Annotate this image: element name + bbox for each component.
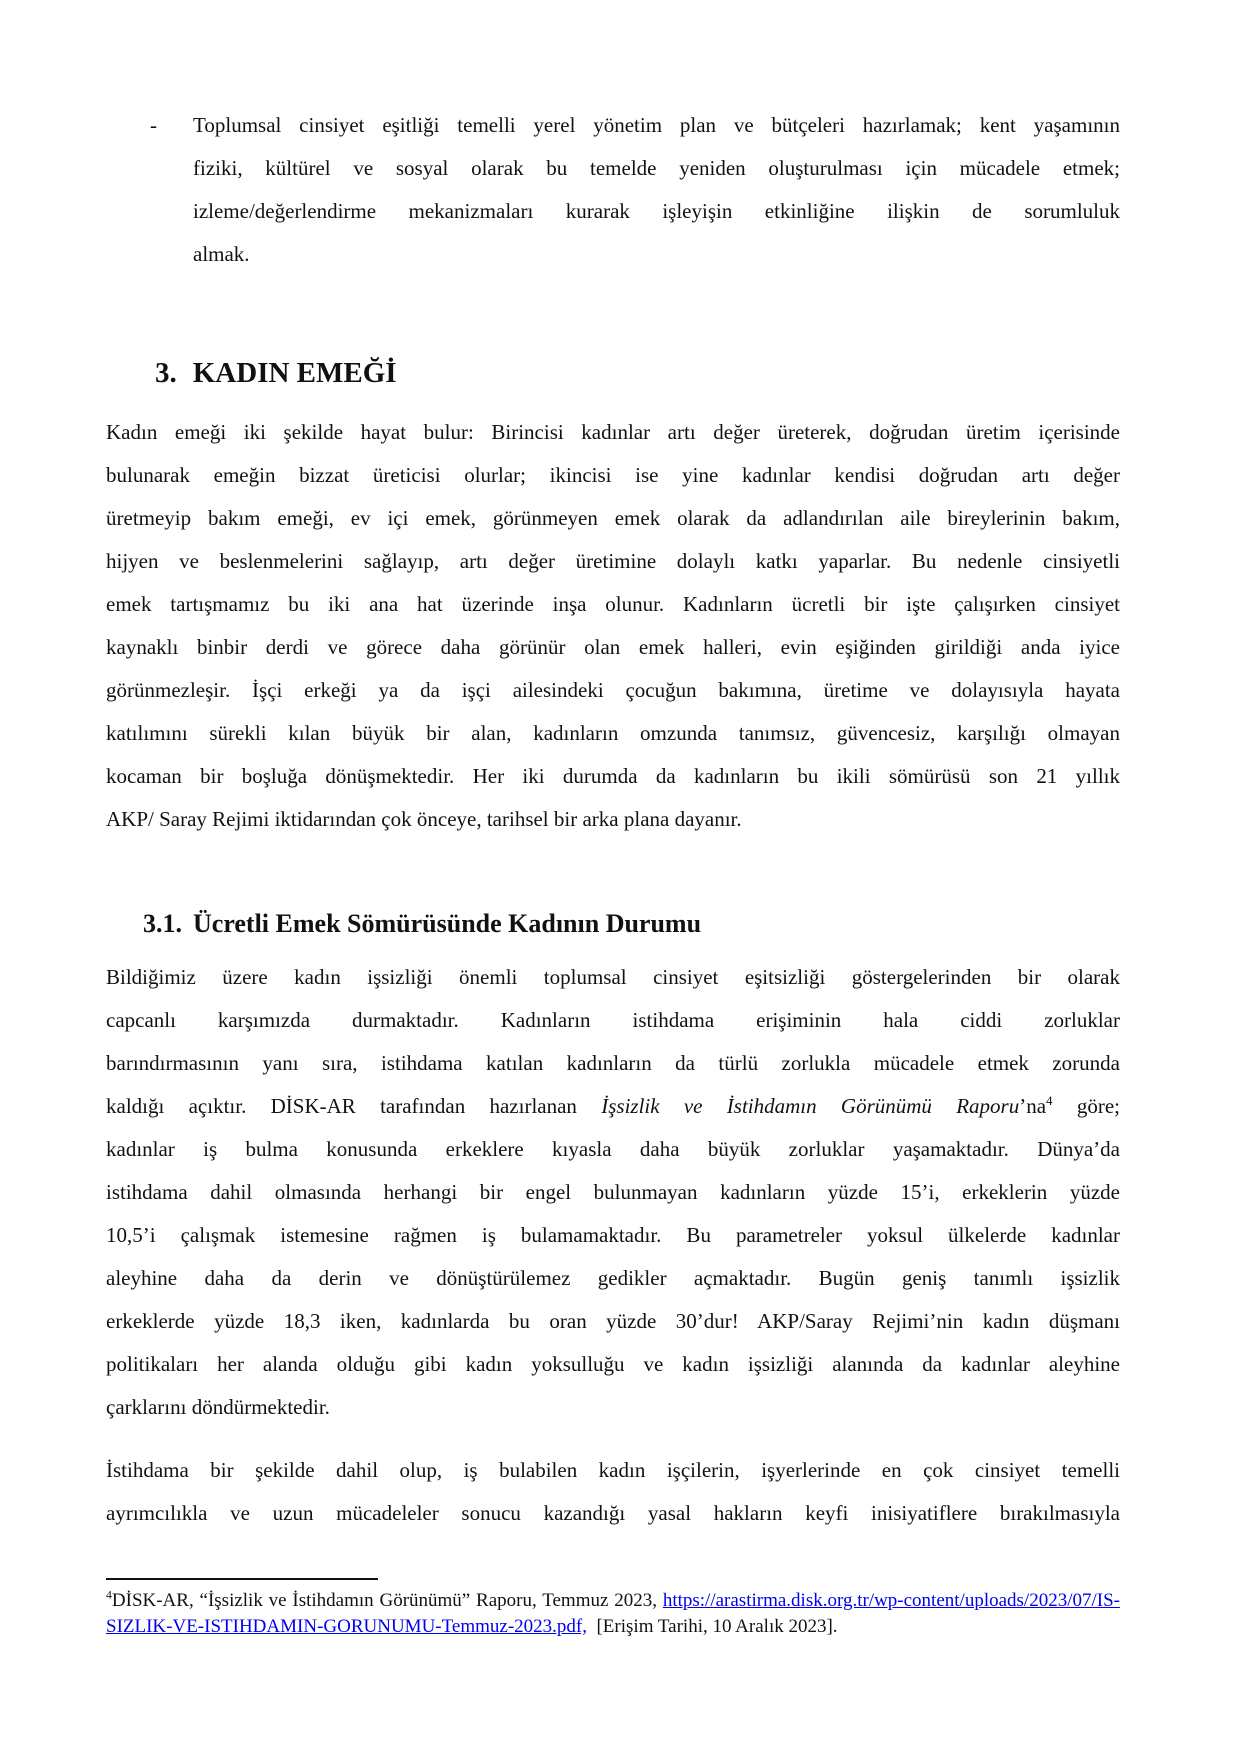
text-segment: barındırmasının yanı sıra, istihdama katılan kadınların da türlü zorlukla mücadele etmek zorunda (106, 1051, 1120, 1075)
text-line (193, 233, 1120, 276)
text-line (193, 104, 1120, 147)
subsection-title: Ücretli Emek Sömürüsünde Kadının Durumu (193, 909, 702, 938)
bullet-text (193, 104, 1120, 276)
text-line (106, 1492, 1120, 1535)
footnote-link[interactable]: SIZLIK-VE-ISTIHDAMIN-GORUNUMU-Temmuz-2023.pdf, (106, 1616, 587, 1637)
text-segment: DİSK-AR, “İşsizlik ve İstihdamın Görünümü” Raporu, Temmuz 2023, (111, 1590, 663, 1611)
paragraph-1 (106, 411, 1120, 841)
text-segment: hijyen ve beslenmelerini sağlayıp, artı değer üretimine dolaylı katkı yaparlar. Bu nedenle cinsiyetli (106, 549, 1120, 573)
text-segment: kadınlar iş bulma konusunda erkeklere kıyasla daha büyük zorluklar yaşamaktadır. Dünya’da (106, 1137, 1120, 1161)
text-line (106, 712, 1120, 755)
text-segment: aleyhine daha da derin ve dönüştürülemez gedikler açmaktadır. Bugün geniş tanımlı işsizlik (106, 1266, 1120, 1290)
text-segment: ’na (1019, 1094, 1047, 1118)
section-heading (106, 352, 1120, 395)
text-segment: capcanlı karşımızda durmaktadır. Kadınların istihdama erişiminin hala ciddi zorluklar (106, 1008, 1120, 1032)
superscript: 4 (1046, 1093, 1053, 1108)
text-line (106, 1614, 1120, 1640)
paragraph-2 (106, 956, 1120, 1429)
text-segment: kaldığı açıktır. DİSK-AR tarafından hazırlanan (106, 1094, 602, 1118)
text-segment: göre; (1052, 1094, 1120, 1118)
text-line (193, 190, 1120, 233)
text-line (106, 1300, 1120, 1343)
text-segment: 10,5’i çalışmak istemesine rağmen iş bulamamaktadır. Bu parametreler yoksul ülkelerde kadınlar (106, 1223, 1120, 1247)
text-segment: İstihdama bir şekilde dahil olup, iş bulabilen kadın işçilerin, işyerlerinde en çok cinsiyet temelli (106, 1458, 1120, 1482)
subsection-heading (106, 902, 1120, 945)
text-line (106, 454, 1120, 497)
text-segment: üretmeyip bakım emeği, ev içi emek, görünmeyen emek olarak da adlandırılan aile bireylerinin bakım, (106, 506, 1120, 530)
footnote (106, 1578, 1120, 1640)
text-segment: [Erişim Tarihi, 10 Aralık 2023]. (586, 1616, 838, 1637)
text-line (106, 1343, 1120, 1386)
text-segment: emek tartışmamız bu iki ana hat üzerinde inşa olunur. Kadınların ücretli bir işte çalışırken cinsiyet (106, 592, 1120, 616)
text-line (106, 1042, 1120, 1085)
text-line (106, 1171, 1120, 1214)
text-line (106, 669, 1120, 712)
text-line (106, 1128, 1120, 1171)
text-line (106, 956, 1120, 999)
text-segment: görünmezleşir. İşçi erkeği ya da işçi ailesindeki çocuğun bakımına, üretime ve dolayısıyla hayata (106, 678, 1120, 702)
text-segment: erkeklerde yüzde 18,3 iken, kadınlarda bu oran yüzde 30’dur! AKP/Saray Rejimi’nin kadın düşmanı (106, 1309, 1120, 1333)
text-line (106, 626, 1120, 669)
text-segment: istihdama dahil olmasında herhangi bir engel bulunmayan kadınların yüzde 15’i, erkeklerin yüzde (106, 1180, 1120, 1204)
text-segment: AKP/ Saray Rejimi iktidarından çok önceye, tarihsel bir arka plana dayanır. (106, 807, 742, 831)
text-line (106, 1085, 1120, 1128)
text-line (193, 147, 1120, 190)
text-line (106, 798, 1120, 841)
footnote-link[interactable]: https://arastirma.disk.org.tr/wp-content/uploads/2023/07/IS- (662, 1590, 1120, 1611)
text-line (106, 1257, 1120, 1300)
superscript: 4 (106, 1588, 112, 1602)
text-line (106, 583, 1120, 626)
text-segment: çarklarını döndürmektedir. (106, 1395, 330, 1419)
text-segment: almak. (193, 242, 250, 266)
text-line (106, 497, 1120, 540)
bullet-item (106, 104, 1120, 276)
text-segment: ayrımcılıkla ve uzun mücadeleler sonucu kazandığı yasal hakların keyfi inisiyatiflere bırakılmasıyla (106, 1501, 1120, 1525)
footnote-text (106, 1580, 1120, 1640)
text-segment: izleme/değerlendirme mekanizmaları kurarak işleyişin etkinliğine ilişkin de sorumluluk (193, 199, 1120, 223)
text-line (106, 999, 1120, 1042)
text-line (106, 1386, 1120, 1429)
text-segment: kaynaklı binbir derdi ve görece daha görünür olan emek halleri, evin eşiğinden girildiği anda iyice (106, 635, 1120, 659)
text-segment: bulunarak emeğin bizzat üreticisi olurlar; ikincisi ise yine kadınlar kendisi doğrudan artı değer (106, 463, 1120, 487)
text-segment: kocaman bir boşluğa dönüşmektedir. Her iki durumda da kadınların bu ikili sömürüsü son 21 yıllık (106, 764, 1120, 788)
text-segment: İşsizlik ve İstihdamın Görünümü Raporu (601, 1094, 1020, 1118)
text-segment: Kadın emeği iki şekilde hayat bulur: Birincisi kadınlar artı değer üreterek, doğrudan üretim içerisinde (106, 420, 1120, 444)
text-line (106, 411, 1120, 454)
paragraph-3 (106, 1449, 1120, 1535)
text-segment: Toplumsal cinsiyet eşitliği temelli yerel yönetim plan ve bütçeleri hazırlamak; kent yaşamının (193, 113, 1120, 137)
text-line (106, 1449, 1120, 1492)
bullet-marker: - (150, 113, 157, 137)
text-segment: politikaları her alanda olduğu gibi kadın yoksulluğu ve kadın işsizliği alanında da kadınlar aleyhine (106, 1352, 1120, 1376)
section-title: KADIN EMEĞİ (192, 357, 397, 389)
text-line (106, 540, 1120, 583)
text-segment: fiziki, kültürel ve sosyal olarak bu temelde yeniden oluşturulması için mücadele etmek; (193, 156, 1120, 180)
subsection-number: 3.1. (143, 909, 182, 938)
text-segment: katılımını sürekli kılan büyük bir alan, kadınların omzunda tanımsız, güvencesiz, karşılığı olmayan (106, 721, 1120, 745)
text-line (106, 755, 1120, 798)
text-line (106, 1214, 1120, 1257)
section-number: 3. (155, 357, 177, 389)
text-line (106, 1588, 1120, 1614)
text-segment: Bildiğimiz üzere kadın işsizliği önemli toplumsal cinsiyet eşitsizliği göstergelerinden bir olarak (106, 965, 1120, 989)
